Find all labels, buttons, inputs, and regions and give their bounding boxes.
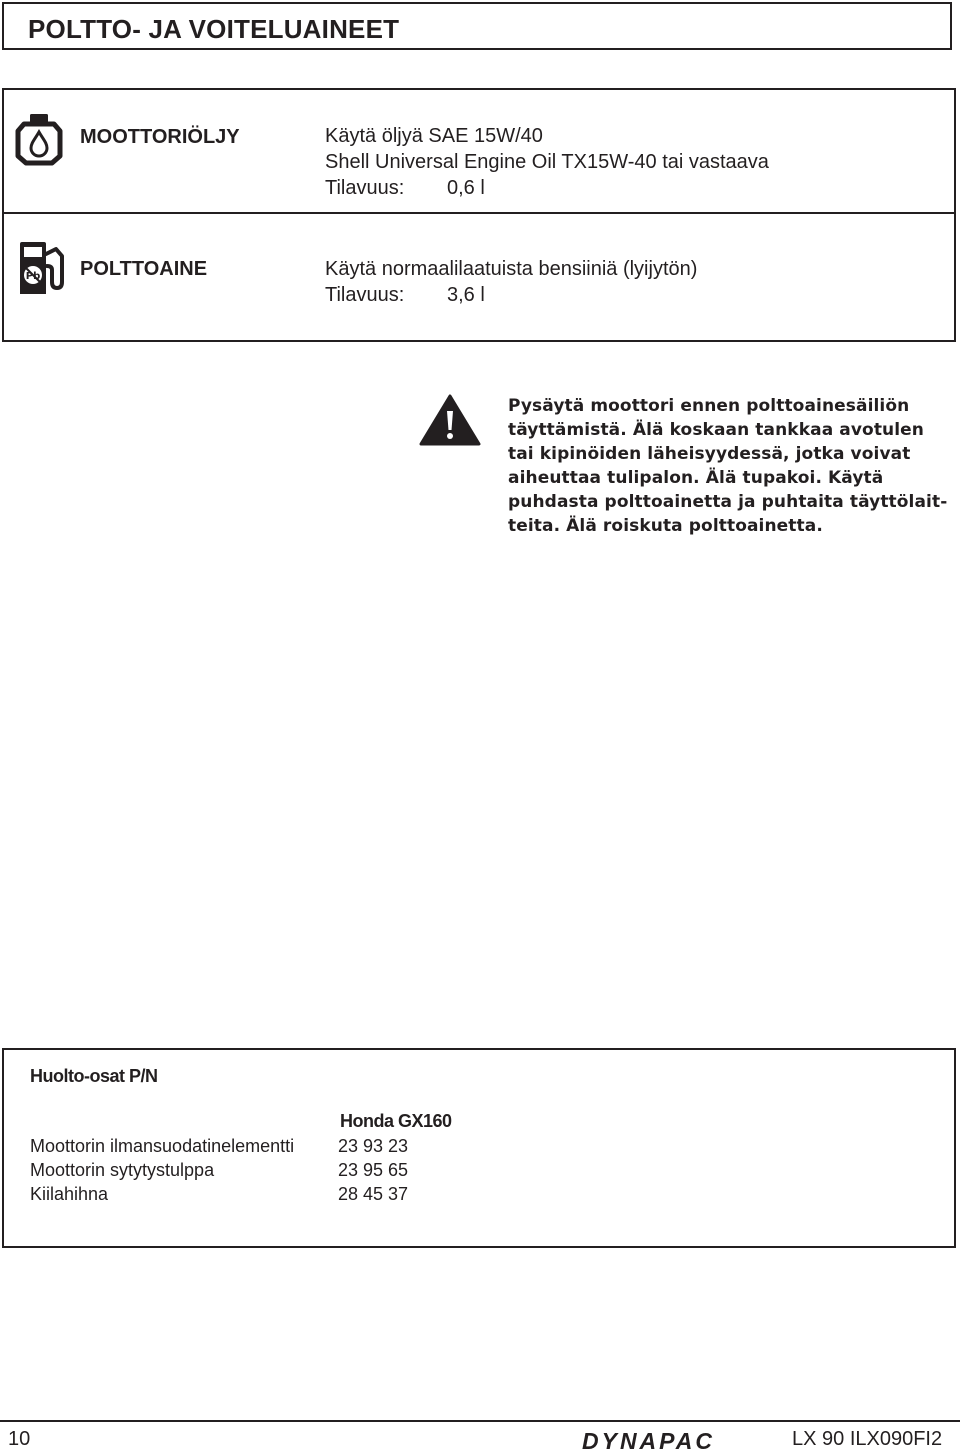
page-number: 10	[8, 1428, 31, 1450]
warning-line: aiheuttaa tulipalon. Älä tupakoi. Käytä	[508, 468, 884, 488]
volume-row	[325, 282, 485, 308]
brand-logo: DYNAPAC	[582, 1428, 716, 1454]
part-number: 23 93 23	[338, 1136, 409, 1156]
document-code: LX 90 ILX090FI2	[792, 1428, 943, 1450]
fluid-name-oil: MOOTTORIÖLJY	[80, 126, 240, 148]
warning-triangle-icon	[419, 394, 481, 446]
fluid-line: Käytä normaalilaatuista bensiiniä (lyijytön)	[325, 258, 698, 280]
volume-label: Tilavuus:	[325, 177, 405, 199]
volume-row	[325, 175, 485, 201]
fluid-name-fuel: POLTTOAINE	[80, 258, 208, 280]
fluids-divider	[2, 212, 956, 214]
warning-line: täyttämistä. Älä koskaan tankkaa avotulen	[508, 420, 925, 440]
warning-line: teita. Älä roiskuta polttoainetta.	[508, 516, 823, 536]
volume-label: Tilavuus:	[325, 284, 405, 306]
fluid-line: Käytä öljyä SAE 15W/40	[325, 125, 543, 147]
svg-text:Pb: Pb	[25, 271, 41, 282]
warning-line: Pysäytä moottori ennen polttoainesäiliön	[508, 396, 910, 416]
footer-rule	[0, 1420, 960, 1422]
fuel-pump-icon	[14, 240, 68, 296]
part-number: 28 45 37	[338, 1184, 409, 1204]
volume-value: 3,6 l	[447, 284, 485, 306]
part-number: 23 95 65	[338, 1160, 409, 1180]
part-name: Moottorin ilmansuodatinelementti	[30, 1136, 295, 1156]
parts-title: Huolto-osat P/N	[30, 1066, 158, 1086]
warning-text	[508, 394, 958, 538]
part-name: Moottorin sytytystulppa	[30, 1160, 215, 1180]
fluid-line: Shell Universal Engine Oil TX15W-40 tai vastaava	[325, 151, 769, 173]
oil-drop-icon	[14, 112, 64, 166]
warning-line: tai kipinöiden läheisyydessä, jotka voivat	[508, 444, 911, 464]
part-name: Kiilahihna	[30, 1184, 109, 1204]
warning-line: puhdasta polttoainetta ja puhtaita täyttölait-	[508, 492, 948, 512]
volume-value: 0,6 l	[447, 177, 485, 199]
page-title: POLTTO- JA VOITELUAINEET	[28, 14, 400, 44]
parts-column-header: Honda GX160	[340, 1111, 452, 1131]
